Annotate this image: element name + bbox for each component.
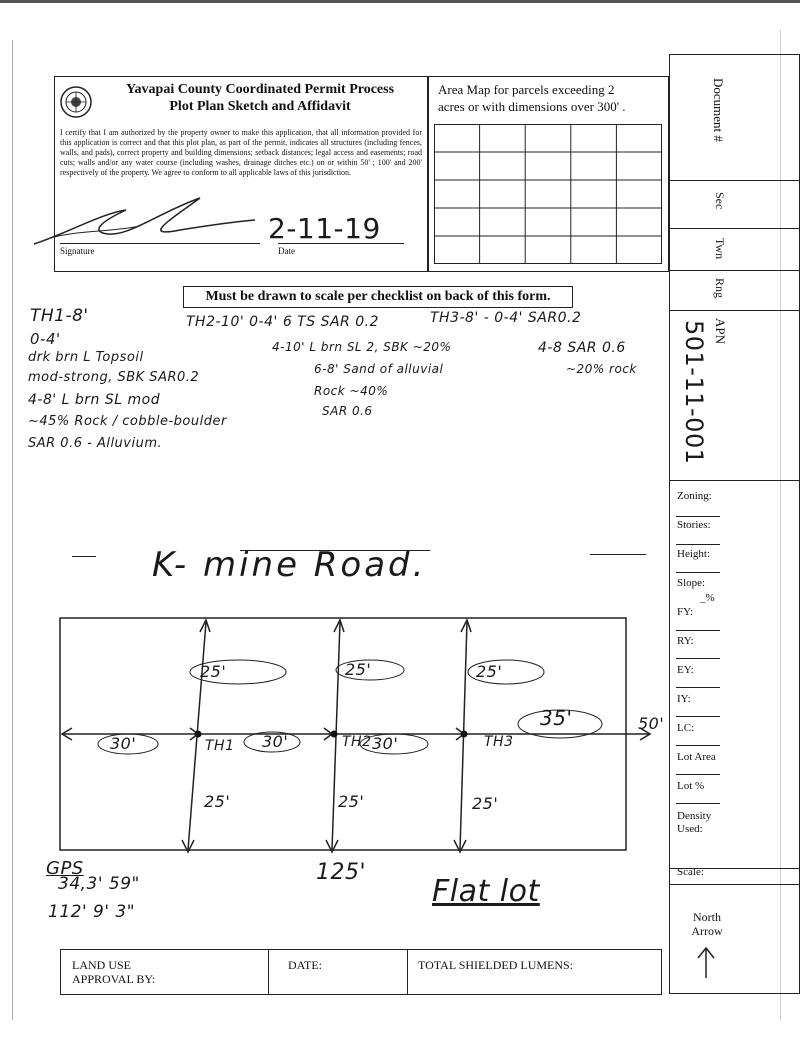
form-title-2: Plot Plan Sketch and Affidavit bbox=[169, 99, 351, 114]
road-dash bbox=[72, 556, 96, 557]
th1-note-2: drk brn L Topsoil bbox=[28, 350, 144, 365]
county-seal-icon bbox=[60, 86, 92, 118]
signature-line bbox=[60, 243, 260, 244]
approval-date-label: DATE: bbox=[288, 958, 322, 972]
field-scale: Scale: bbox=[677, 866, 704, 878]
lumens-label: TOTAL SHIELDED LUMENS: bbox=[418, 958, 574, 972]
setback-bottom-1: 25' bbox=[204, 792, 231, 811]
sidebar-sep bbox=[669, 270, 800, 271]
th1-note-1: 0-4' bbox=[30, 330, 61, 348]
th2-note-4: SAR 0.6 bbox=[322, 404, 373, 418]
road-label: K- mine Road. bbox=[152, 545, 427, 585]
road-dash bbox=[590, 554, 646, 555]
field-lc: LC: bbox=[677, 722, 695, 734]
certification-text: I certify that I am authorized by the property owner to make this application, that all information provided for this application is correct and that this plot plan, as part of the permit, indicates all structures (including fences, walls, and pads), correct property and building dimensions; setback distances; legal access and easements; road cuts; walls and/or any water course (including washes, drainage ditches etc.) on or within 50' ; 100' and 200' respectively of the property. We agree to conform to all applicable laws of this jurisdiction. bbox=[60, 128, 422, 177]
land-use-label-2: APPROVAL BY: bbox=[72, 972, 156, 986]
sidebar-apn: APN bbox=[713, 318, 728, 345]
sidebar-twn: Twn bbox=[713, 238, 727, 260]
th1-note-0: TH1-8' bbox=[30, 306, 89, 326]
sidebar-sep bbox=[669, 884, 800, 885]
approval-divider-2 bbox=[407, 949, 408, 995]
field-line bbox=[676, 803, 720, 804]
gps-label: GPS bbox=[46, 858, 84, 879]
setback-bottom-2: 25' bbox=[338, 792, 365, 811]
th3-note-0: TH3-8' - 0-4' SAR0.2 bbox=[430, 310, 582, 326]
date-value: 2-11-19 bbox=[268, 212, 381, 245]
field-line bbox=[676, 658, 720, 659]
th3-note-1: 4-8 SAR 0.6 bbox=[538, 340, 626, 356]
field-line bbox=[676, 572, 720, 573]
signature-scribble bbox=[30, 192, 260, 250]
field-slope: Slope: bbox=[677, 577, 706, 589]
field-line bbox=[676, 544, 720, 545]
field-line bbox=[676, 716, 720, 717]
area-map-line2: acres or with dimensions over 300' . bbox=[438, 99, 626, 114]
setback-bottom-3: 25' bbox=[472, 794, 499, 813]
sidebar-document: Document # bbox=[711, 78, 726, 142]
form-title-1: Yavapai County Coordinated Permit Process bbox=[125, 82, 395, 97]
field-fy: FY: bbox=[677, 606, 694, 618]
lot-depth: 50' bbox=[638, 714, 665, 733]
th2-note-1: 4-10' L brn SL 2, SBK ~20% bbox=[272, 340, 452, 354]
field-lot-percent: Lot % bbox=[677, 780, 705, 792]
field-slope-unit: _% bbox=[700, 592, 715, 604]
th3-note-2: ~20% rock bbox=[566, 362, 637, 376]
land-use-label-1: LAND USE bbox=[72, 958, 131, 972]
field-density-2: Used: bbox=[677, 823, 703, 835]
lot-width: 125' bbox=[316, 860, 367, 885]
gps-latitude: 34,3' 59" bbox=[58, 874, 140, 894]
sidebar-sep bbox=[669, 480, 800, 481]
field-line bbox=[676, 687, 720, 688]
test-hole-3: TH3 bbox=[484, 734, 514, 750]
flat-lot-note: Flat lot bbox=[432, 874, 540, 909]
north-arrow-icon bbox=[694, 944, 718, 980]
north-label-1: North bbox=[693, 910, 721, 924]
sidebar-sep bbox=[669, 310, 800, 311]
signature-label: Signature bbox=[60, 246, 95, 256]
spacing-4: 35' bbox=[540, 706, 573, 730]
field-line bbox=[676, 745, 720, 746]
spacing-2: 30' bbox=[262, 732, 289, 751]
th2-note-2: 6-8' Sand of alluvial bbox=[314, 362, 444, 376]
setback-top-2: 25' bbox=[345, 660, 372, 679]
field-line bbox=[676, 774, 720, 775]
spacing-3: 30' bbox=[372, 734, 399, 753]
sidebar-sec: Sec bbox=[713, 192, 727, 210]
th1-note-6: SAR 0.6 - Alluvium. bbox=[28, 436, 163, 451]
test-hole-2: TH2 bbox=[342, 734, 372, 750]
date-label: Date bbox=[278, 246, 295, 256]
apn-value: 501-11-001 bbox=[680, 320, 708, 465]
north-label-2: Arrow bbox=[691, 924, 723, 938]
th1-note-3: mod-strong, SBK SAR0.2 bbox=[28, 370, 200, 385]
top-shadow bbox=[0, 0, 800, 3]
setback-top-3: 25' bbox=[476, 662, 503, 681]
field-lot-area: Lot Area bbox=[677, 751, 716, 763]
field-density-1: Density bbox=[677, 810, 712, 822]
field-line bbox=[676, 630, 720, 631]
field-ry: RY: bbox=[677, 635, 694, 647]
field-iy: IY: bbox=[677, 693, 691, 705]
test-hole-1: TH1 bbox=[205, 738, 235, 754]
th1-note-4: 4-8' L brn SL mod bbox=[28, 392, 161, 408]
area-map-grid bbox=[434, 124, 662, 264]
area-map-line1: Area Map for parcels exceeding 2 bbox=[438, 82, 615, 97]
page-left-edge bbox=[12, 40, 13, 1020]
field-zoning: Zoning: bbox=[677, 490, 712, 502]
th2-note-3: Rock ~40% bbox=[314, 384, 389, 398]
sidebar-sep bbox=[669, 180, 800, 181]
field-height: Height: bbox=[677, 548, 710, 560]
sidebar-rng: Rng bbox=[713, 278, 727, 299]
setback-top-1: 25' bbox=[200, 662, 227, 681]
field-stories: Stories: bbox=[677, 519, 711, 531]
field-ey: EY: bbox=[677, 664, 694, 676]
th1-note-5: ~45% Rock / cobble-boulder bbox=[28, 414, 227, 429]
field-line bbox=[676, 516, 720, 517]
approval-divider-1 bbox=[268, 949, 269, 995]
gps-longitude: 112' 9' 3" bbox=[48, 902, 136, 922]
scale-banner: Must be drawn to scale per checklist on back of this form. bbox=[183, 286, 573, 308]
sidebar-sep bbox=[669, 228, 800, 229]
th2-note-0: TH2-10' 0-4' 6 TS SAR 0.2 bbox=[186, 314, 379, 330]
spacing-1: 30' bbox=[110, 734, 137, 753]
